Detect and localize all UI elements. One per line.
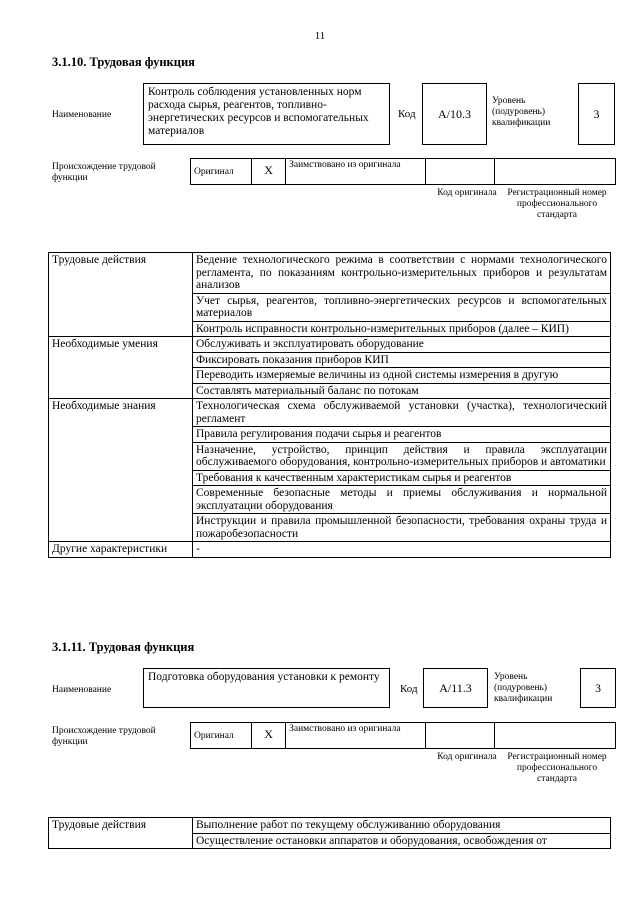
row-item: Составлять материальный баланс по потокам	[193, 383, 611, 399]
page-number: 11	[314, 30, 326, 42]
name-label: Наименование	[52, 685, 112, 695]
code-label: Код	[400, 683, 418, 695]
row-item: -	[193, 542, 611, 558]
level-label: Уровень (подуровень) квалификации	[492, 96, 551, 128]
row-item: Правила регулирования подачи сырья и реагентов	[193, 427, 611, 443]
original-mark: X	[252, 723, 286, 749]
original-label: Оригинал	[191, 159, 252, 185]
row-item: Инструкции и правила промышленной безопасности, требования охраны труда и пожаробезопасности	[193, 514, 611, 542]
row-item: Современные безопасные методы и приемы обслуживания и нормальной эксплуатации оборудования	[193, 486, 611, 514]
level-value-box	[578, 83, 615, 145]
table-row	[49, 399, 611, 427]
borrowed-label: Заимствовано из оригинала	[286, 723, 426, 749]
row-item: Назначение, устройство, принцип действия и правила эксплуатации обслуживаемого оборудования, контрольно-измерительных приборов и автоматики	[193, 442, 611, 470]
row-item: Ведение технологического режима в соответствии с нормами технологического регламента, по показаниям контрольно-измерительных приборов и результатам анализов	[193, 253, 611, 294]
section-heading: 3.1.10. Трудовая функция	[52, 55, 195, 69]
row-item: Требования к качественным характеристикам сырья и реагентов	[193, 470, 611, 486]
row-header: Необходимые знания	[49, 399, 193, 542]
table-row	[49, 818, 611, 834]
code-value: A/11.3	[439, 681, 472, 695]
code-original-label: Код оригинала	[437, 188, 497, 198]
origin-label: Происхождение трудовой функции	[52, 162, 156, 183]
code-original-label: Код оригинала	[437, 752, 497, 762]
row-item: Выполнение работ по текущему обслуживанию оборудования	[193, 818, 611, 834]
function-name-box	[143, 668, 390, 708]
code-label: Код	[398, 108, 416, 120]
function-name-box	[143, 83, 390, 145]
function-name: Контроль соблюдения установленных норм расхода сырья, реагентов, топливно-энергетических ресурсов и вспомогательных материалов	[148, 86, 369, 137]
table-row	[49, 337, 611, 353]
table-row	[49, 253, 611, 294]
code-value-box	[422, 83, 487, 145]
code-value-box	[423, 668, 488, 708]
section-heading: 3.1.11. Трудовая функция	[52, 640, 195, 654]
code-original-cell	[425, 159, 494, 185]
origin-table	[190, 722, 616, 749]
original-label: Оригинал	[191, 723, 252, 749]
reg-number-label: Регистрационный номер профессионального стандарта	[507, 752, 607, 784]
table-row	[49, 542, 611, 558]
reg-number-cell	[494, 723, 615, 749]
row-item: Учет сырья, реагентов, топливно-энергетических ресурсов и вспомогательных материалов	[193, 293, 611, 321]
function-name: Подготовка оборудования установки к ремонту	[148, 671, 380, 683]
function-details-table	[48, 252, 611, 558]
level-value: 3	[595, 681, 601, 695]
level-label: Уровень (подуровень) квалификации	[494, 672, 553, 704]
origin-table	[190, 158, 616, 185]
level-value: 3	[593, 107, 600, 121]
function-details-table	[48, 817, 611, 849]
original-mark: X	[252, 159, 286, 185]
origin-label: Происхождение трудовой функции	[52, 726, 156, 747]
code-original-cell	[425, 723, 494, 749]
row-header: Трудовые действия	[49, 818, 193, 849]
reg-number-cell	[494, 159, 615, 185]
row-header: Другие характеристики	[49, 542, 193, 558]
borrowed-label: Заимствовано из оригинала	[286, 159, 426, 185]
row-header: Необходимые умения	[49, 337, 193, 399]
row-header: Трудовые действия	[49, 253, 193, 337]
row-item: Переводить измеряемые величины из одной системы измерения в другую	[193, 368, 611, 384]
row-item: Контроль исправности контрольно-измерительных приборов (далее – КИП)	[193, 321, 611, 337]
level-value-box	[580, 668, 616, 708]
row-item: Осуществление остановки аппаратов и оборудования, освобождения от	[193, 833, 611, 849]
row-item: Обслуживать и эксплуатировать оборудование	[193, 337, 611, 353]
row-item: Фиксировать показания приборов КИП	[193, 352, 611, 368]
code-value: A/10.3	[438, 107, 471, 121]
row-item: Технологическая схема обслуживаемой установки (участка), технологический регламент	[193, 399, 611, 427]
reg-number-label: Регистрационный номер профессионального стандарта	[507, 188, 607, 220]
name-label: Наименование	[52, 110, 112, 120]
